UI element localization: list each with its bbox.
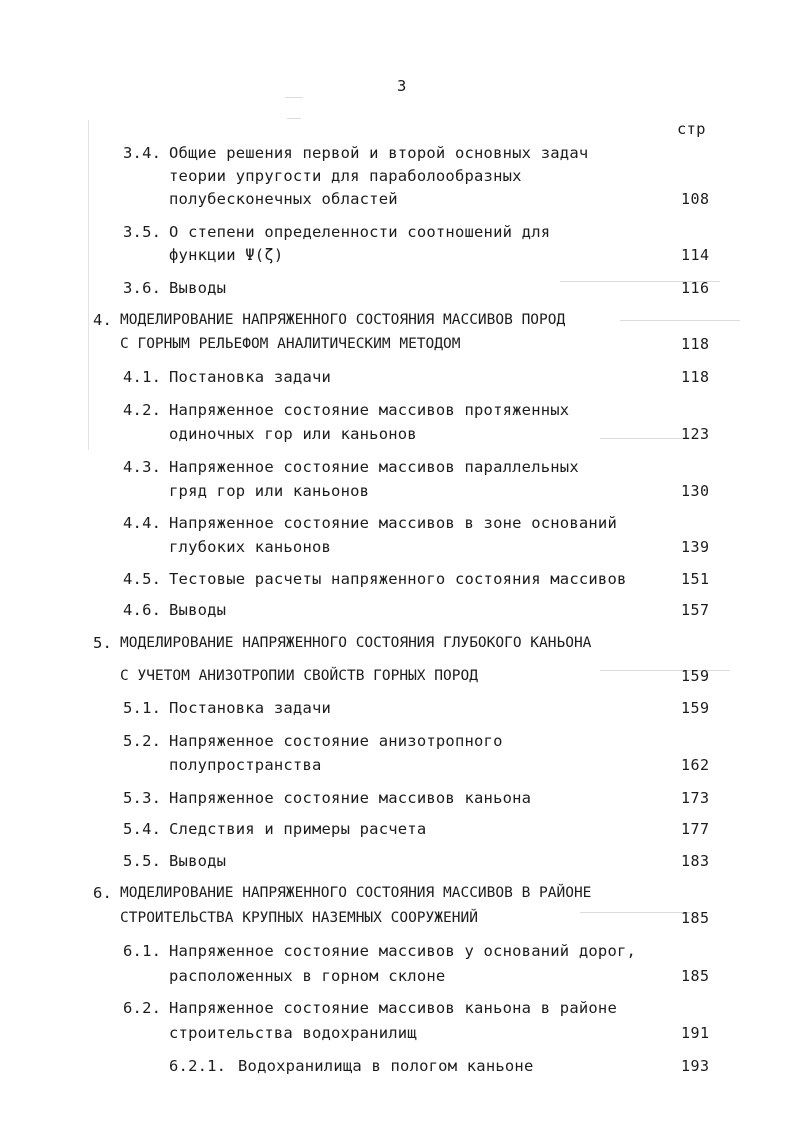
chapter-title-line: МОДЕЛИРОВАНИЕ НАПРЯЖЕННОГО СОСТОЯНИЯ МАССИВОВ В РАЙОНЕ xyxy=(120,885,592,901)
entry-page: 173 xyxy=(681,789,710,807)
entry-title-line: Напряженное состояние массивов каньона в районе xyxy=(169,999,617,1017)
scan-artifact xyxy=(580,912,690,913)
chapter-number: 6. xyxy=(93,884,113,902)
entry-number: 4.1. xyxy=(123,368,162,386)
entry-title-line: глубоких каньонов xyxy=(169,538,332,556)
entry-number: 4.2. xyxy=(123,401,162,419)
entry-title-line: Выводы xyxy=(169,852,227,870)
entry-title-line: расположенных в горном склоне xyxy=(169,967,446,985)
entry-page: 177 xyxy=(681,820,710,838)
entry-title-line: гряд гор или каньонов xyxy=(169,482,370,500)
entry-title-line: Следствия и примеры расчета xyxy=(169,820,427,838)
entry-number: 6.1. xyxy=(123,942,162,960)
entry-title-line: Напряженное состояние массивов каньона xyxy=(169,789,532,807)
chapter-number: 4. xyxy=(93,311,113,329)
chapter-title-line: С УЧЕТОМ АНИЗОТРОПИИ СВОЙСТВ ГОРНЫХ ПОРОД xyxy=(120,668,478,684)
entry-title-line: полубесконечных областей xyxy=(169,190,398,208)
entry-page: 151 xyxy=(681,570,710,588)
entry-number: 6.2.1. xyxy=(169,1057,227,1075)
scan-artifact xyxy=(287,118,301,119)
entry-page: 162 xyxy=(681,756,710,774)
entry-page: 185 xyxy=(681,909,710,927)
entry-title-line: полупространства xyxy=(169,756,322,774)
entry-number: 4.5. xyxy=(123,570,162,588)
scan-artifact xyxy=(600,438,690,439)
entry-title-line: Напряженное состояние анизотропного xyxy=(169,732,503,750)
entry-page: 159 xyxy=(681,699,710,717)
entry-page: 108 xyxy=(681,190,710,208)
entry-page: 116 xyxy=(681,279,710,297)
entry-page: 159 xyxy=(681,667,710,685)
entry-page: 118 xyxy=(681,368,710,386)
entry-number: 4.6. xyxy=(123,601,162,619)
entry-title-line: Напряженное состояние массивов в зоне оснований xyxy=(169,514,617,532)
scan-artifact xyxy=(88,120,89,450)
entry-page: 130 xyxy=(681,482,710,500)
entry-title-line: Напряженное состояние массивов параллельных xyxy=(169,458,579,476)
entry-page: 114 xyxy=(681,246,710,264)
entry-number: 3.4. xyxy=(123,144,162,162)
entry-title-line: Тестовые расчеты напряженного состояния массивов xyxy=(169,570,627,588)
chapter-number: 5. xyxy=(93,634,113,652)
entry-page: 123 xyxy=(681,425,710,443)
entry-page: 183 xyxy=(681,852,710,870)
entry-title-line: О степени определенности соотношений для xyxy=(169,223,551,241)
entry-title-line: Напряженное состояние массивов протяженных xyxy=(169,401,570,419)
scan-artifact xyxy=(600,670,730,671)
entry-number: 3.5. xyxy=(123,223,162,241)
entry-title-line: Постановка задачи xyxy=(169,368,332,386)
entry-title-line: Напряженное состояние массивов у оснований дорог, xyxy=(169,942,637,960)
entry-title-line: строительства водохранилищ xyxy=(169,1024,417,1042)
entry-number: 4.4. xyxy=(123,514,162,532)
entry-page: 193 xyxy=(681,1057,710,1075)
chapter-title-line: МОДЕЛИРОВАНИЕ НАПРЯЖЕННОГО СОСТОЯНИЯ ГЛУБОКОГО КАНЬОНА xyxy=(120,635,592,651)
chapter-title-line: СТРОИТЕЛЬСТВА КРУПНЫХ НАЗЕМНЫХ СООРУЖЕНИЙ xyxy=(120,910,478,926)
entry-title-line: теории упругости для параболообразных xyxy=(169,167,522,185)
entry-page: 191 xyxy=(681,1024,710,1042)
entry-title-line: Водохранилища в пологом каньоне xyxy=(238,1057,534,1075)
chapter-title-line: С ГОРНЫМ РЕЛЬЕФОМ АНАЛИТИЧЕСКИМ МЕТОДОМ xyxy=(120,336,461,352)
entry-page: 157 xyxy=(681,601,710,619)
page-column-label: стр xyxy=(677,120,706,138)
entry-number: 5.1. xyxy=(123,699,162,717)
entry-number: 4.3. xyxy=(123,458,162,476)
entry-title-line: Постановка задачи xyxy=(169,699,332,717)
entry-number: 5.3. xyxy=(123,789,162,807)
scan-artifact xyxy=(285,97,303,98)
entry-title-line: Выводы xyxy=(169,601,227,619)
entry-title-line: функции Ψ(ζ) xyxy=(169,246,284,264)
entry-page: 139 xyxy=(681,538,710,556)
entry-title-line: одиночных гор или каньонов xyxy=(169,425,417,443)
chapter-title-line: МОДЕЛИРОВАНИЕ НАПРЯЖЕННОГО СОСТОЯНИЯ МАССИВОВ ПОРОД xyxy=(120,312,566,328)
entry-title-line: Общие решения первой и второй основных задач xyxy=(169,144,589,162)
entry-number: 5.4. xyxy=(123,820,162,838)
entry-page: 118 xyxy=(681,335,710,353)
entry-number: 3.6. xyxy=(123,279,162,297)
entry-number: 5.5. xyxy=(123,852,162,870)
entry-page: 185 xyxy=(681,967,710,985)
page-number: 3 xyxy=(397,77,407,95)
scan-artifact xyxy=(620,320,740,321)
entry-title-line: Выводы xyxy=(169,279,227,297)
entry-number: 5.2. xyxy=(123,732,162,750)
entry-number: 6.2. xyxy=(123,999,162,1017)
